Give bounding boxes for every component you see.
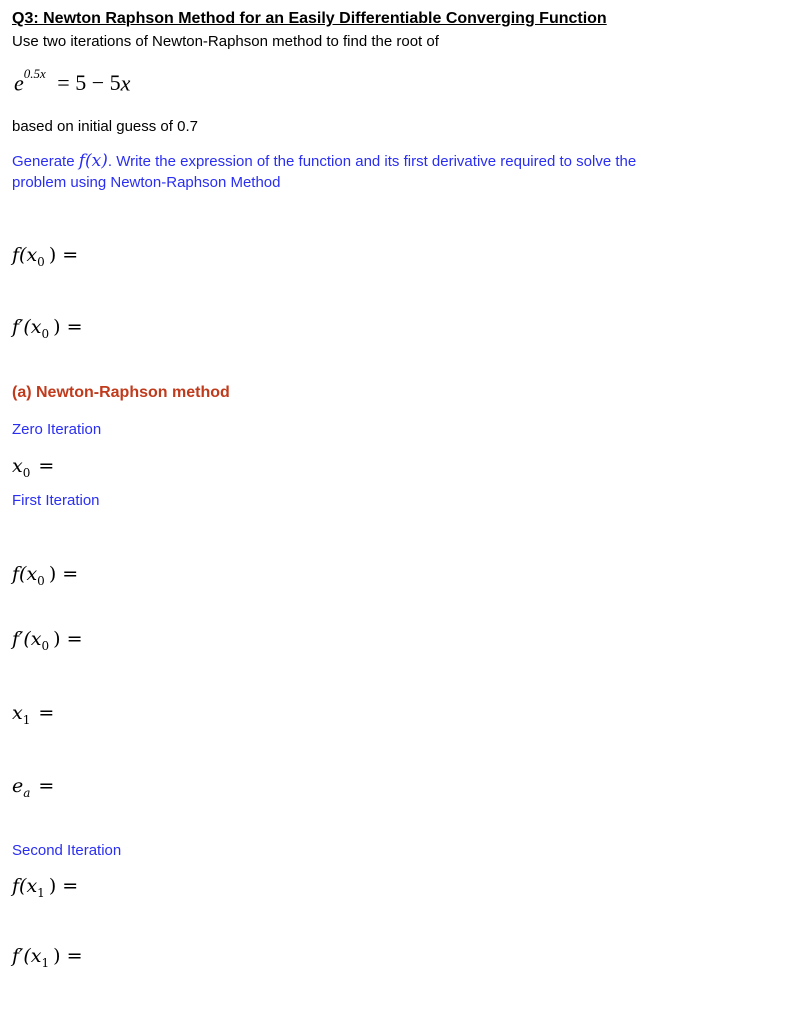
first-f-line: [12, 563, 78, 588]
question-title: Q3: Newton Raphson Method for an Easily Differentiable Converging Function: [12, 10, 607, 27]
question-intro: Use two iterations of Newton-Raphson method to find the root of: [12, 33, 439, 50]
x1-eq: =: [38, 702, 55, 724]
prelim-fp-sub: 0: [41, 326, 50, 341]
first-iteration-heading: First Iteration: [12, 492, 100, 509]
prelim-fp-label: f′(x: [12, 316, 42, 338]
x1-line: [12, 702, 54, 727]
equation-base: e: [14, 70, 24, 96]
prelim-f-label: f(x: [12, 244, 38, 266]
ea-sub: a: [23, 785, 31, 800]
x0-eq: =: [38, 455, 55, 477]
first-fp-eq: ) =: [53, 628, 83, 650]
prelim-fp-x0: [12, 316, 83, 341]
target-equation: [14, 66, 131, 96]
first-fp-sub: 0: [41, 638, 50, 653]
x0-line: [12, 455, 54, 480]
x1-label: x: [12, 702, 23, 724]
generate-instruction-line2: problem using Newton-Raphson Method: [12, 174, 281, 191]
second-iteration-heading: Second Iteration: [12, 842, 122, 859]
first-fp-label: f′(x: [12, 628, 42, 650]
first-fp-line: [12, 628, 83, 653]
x0-sub: 0: [22, 465, 31, 480]
second-f-eq: ) =: [48, 875, 79, 897]
second-fp-label: f′(x: [12, 945, 42, 967]
equation-rhs-var: x: [120, 70, 131, 96]
second-fp-line: [12, 945, 83, 970]
first-f-sub: 0: [37, 573, 45, 588]
ea-eq: =: [38, 775, 55, 797]
initial-guess: based on initial guess of 0.7: [12, 118, 198, 135]
generate-suffix: . Write the expression of the function and its first derivative required to solve the: [107, 153, 637, 170]
part-a-heading: (a) Newton-Raphson method: [12, 384, 230, 401]
equation-rhs-constant: = 5 − 5: [57, 70, 121, 96]
ea-line: [12, 775, 54, 800]
generate-instruction-line1: [12, 151, 636, 171]
second-f-sub: 1: [37, 885, 45, 900]
first-f-eq: ) =: [48, 563, 79, 585]
generate-prefix: Generate: [12, 153, 79, 170]
second-f-label: f(x: [12, 875, 38, 897]
first-f-label: f(x: [12, 563, 38, 585]
zero-iteration-heading: Zero Iteration: [12, 421, 102, 438]
x0-label: x: [12, 455, 23, 477]
x1-sub: 1: [22, 712, 31, 727]
prelim-f-x0: [12, 244, 78, 269]
equation-exponent: 0.5x: [23, 66, 46, 81]
prelim-f-sub: 0: [37, 254, 45, 269]
ea-label: e: [12, 775, 24, 797]
second-fp-eq: ) =: [53, 945, 83, 967]
second-fp-sub: 1: [41, 955, 50, 970]
generate-fx: f(x): [78, 151, 108, 171]
prelim-fp-eq: ) =: [53, 316, 83, 338]
prelim-f-eq: ) =: [48, 244, 79, 266]
second-f-line: [12, 875, 78, 900]
